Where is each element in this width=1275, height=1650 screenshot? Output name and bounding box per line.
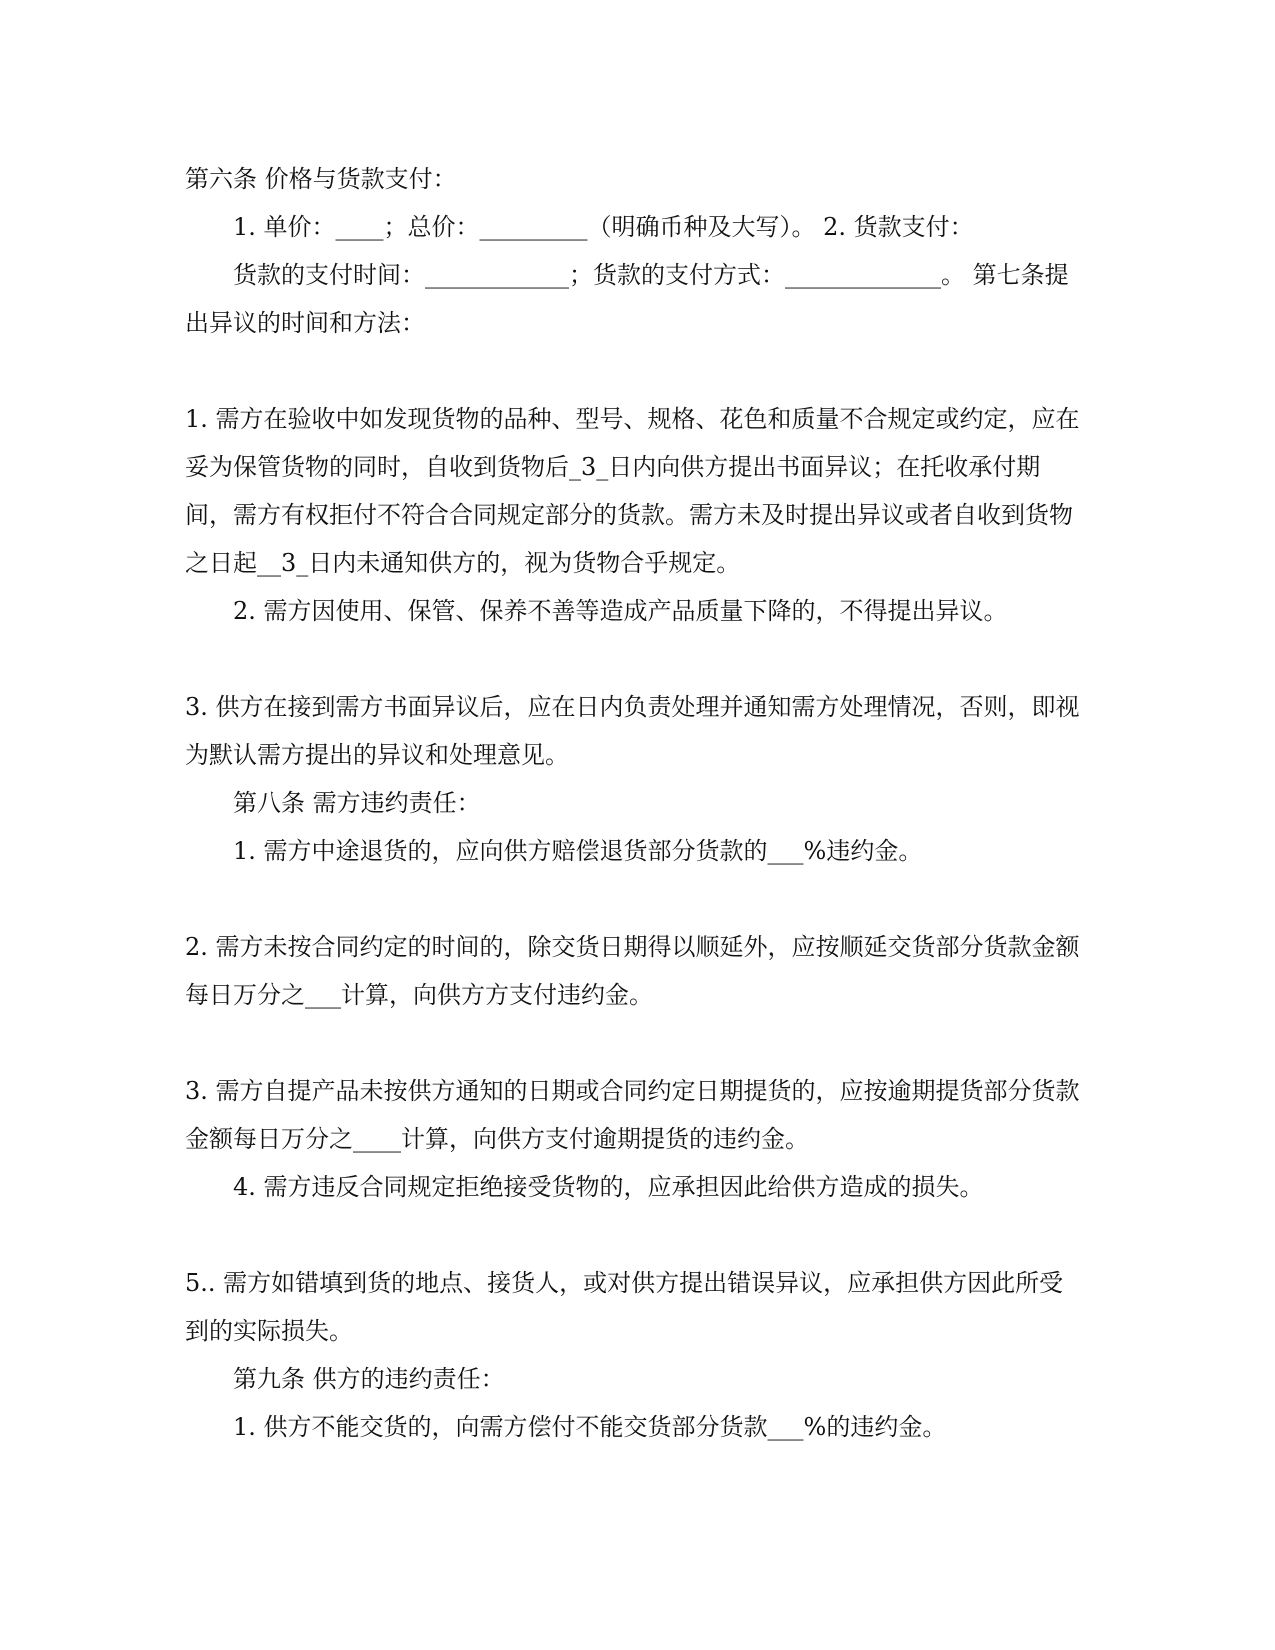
objection-clause-3: 3. 供方在接到需方书面异议后，应在日内负责处理并通知需方处理情况，否则，即视为默认需方提出的异议和处理意见。 [185,693,1080,769]
article-nine-heading: 第九条 供方的违约责任： [233,1365,505,1393]
objection-clause-1: 1. 需方在验收中如发现货物的品种、型号、规格、花色和质量不合规定或约定，应在妥为保管货物的同时，自收到货物后_3_日内向供方提出书面异议；在托收承付期间，需方有权拒付不符合合同规定部分的货款。需方未及时提出异议或者自收到货物之日起__3_日内未通知供方的，视为货物合乎规定。 [185,405,1080,577]
article-six-heading: 第六条 价格与货款支付： [185,165,457,193]
objection-clause-2: 2. 需方因使用、保管、保养不善等造成产品质量下降的，不得提出异议。 [233,597,1008,625]
supplier-liability-clause-1: 1. 供方不能交货的，向需方偿付不能交货部分货款___%的违约金。 [233,1413,947,1441]
article-eight-heading: 第八条 需方违约责任： [233,789,481,817]
document-body [185,155,1085,1451]
price-terms: 1. 单价：____；总价：_________（明确币种及大写）。 2. 货款支付： [233,213,974,241]
buyer-liability-clause-3: 3. 需方自提产品未按供方通知的日期或合同约定日期提货的，应按逾期提货部分货款金额每日万分之____计算，向供方支付逾期提货的违约金。 [185,1077,1080,1153]
buyer-liability-clause-1: 1. 需方中途退货的，应向供方赔偿退货部分货款的___%违约金。 [233,837,923,865]
buyer-liability-clause-4: 4. 需方违反合同规定拒绝接受货物的，应承担因此给供方造成的损失。 [233,1173,984,1201]
buyer-liability-clause-5: 5.. 需方如错填到货的地点、接货人，或对供方提出错误异议，应承担供方因此所受到的实际损失。 [185,1269,1064,1345]
payment-terms-and-article-seven: 货款的支付时间：____________；货款的支付方式：_____________。 第七条提出异议的时间和方法： [185,261,1069,337]
buyer-liability-clause-2: 2. 需方未按合同约定的时间的，除交货日期得以顺延外，应按顺延交货部分货款金额每日万分之___计算，向供方方支付违约金。 [185,933,1080,1009]
